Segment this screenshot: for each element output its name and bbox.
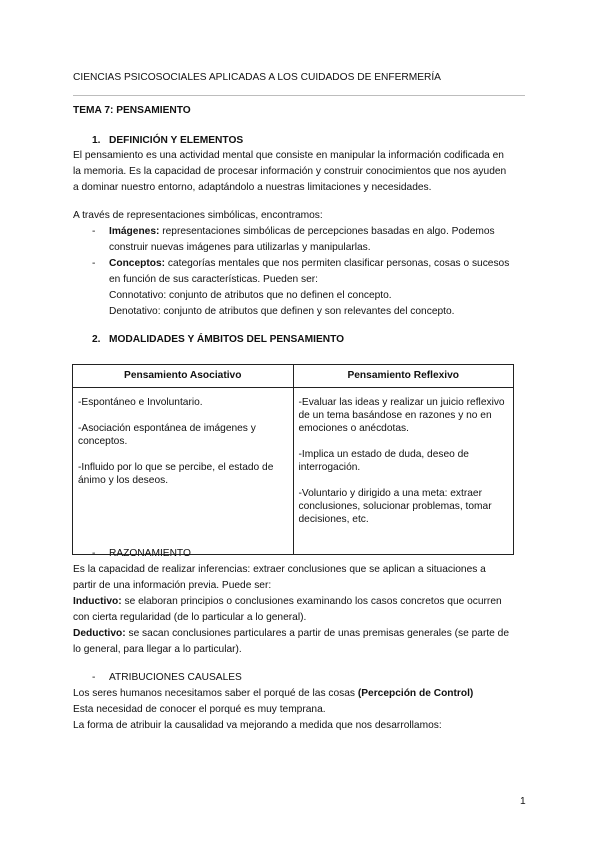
cell-item: -Asociación espontánea de imágenes y conceptos. [78,423,256,447]
header-rule [73,95,525,96]
deductivo-text: lo general, para llegar a lo particular). [73,644,242,655]
deductivo-term: Deductivo: [73,628,126,639]
section-2-title: MODALIDADES Y ÁMBITOS DEL PENSAMIENTO [109,334,345,345]
cell-item: -Implica un estado de duda, deseo de interrogación. [298,449,469,473]
cell-item: -Influido por lo que se percibe, el estado de ánimo y los deseos. [78,462,274,486]
cell-item: -Espontáneo e Involuntario. [78,397,203,408]
inductivo-term: Inductivo: [73,596,122,607]
bullet-text: construir nuevas imágenes para utilizarlas y manipularlas. [109,242,371,253]
subsection-dash: - [92,548,96,559]
bullet-term: Conceptos: [109,258,166,269]
table-header-row [73,365,514,388]
deductivo-text: se sacan conclusiones particulares a partir de unas premisas generales (se parte de [125,628,510,639]
atribuciones-title: ATRIBUCIONES CAUSALES [109,672,242,683]
percepcion-control: (Percepción de Control) [357,688,474,699]
section-1-number: 1. [92,135,101,146]
topic-title: TEMA 7: PENSAMIENTO [73,105,191,116]
table-header: Pensamiento Reflexivo [293,365,514,388]
thinking-modes-table [72,364,514,555]
bullet-text: Denotativo: conjunto de atributos que definen y son relevantes del concepto. [109,306,455,317]
section-1-para-line: a dominar nuestro entorno, adaptándolo a nuestras limitaciones y necesidades. [73,182,432,193]
bullet-text: en función de sus características. Pueden ser: [109,274,318,285]
cell-item: -Evaluar las ideas y realizar un juicio reflexivo de un tema basándose en razones y no en emociones o anécdotas. [298,397,505,434]
razonamiento-line: partir de una información previa. Puede ser: [73,580,272,591]
bullet-dash: - [92,258,96,269]
section-1-para-line: El pensamiento es una actividad mental que consiste en manipular la información codificada en [73,150,504,161]
table-cell-asociativo [73,388,294,555]
table-header: Pensamiento Asociativo [73,365,294,388]
atribuciones-line: Esta necesidad de conocer el porqué es muy temprana. [73,704,326,715]
inductivo-text: se elaboran principios o conclusiones examinando los casos concretos que ocurren [121,596,502,607]
cell-item: -Voluntario y dirigido a una meta: extraer conclusiones, solucionar problemas, tomar decisiones, etc. [298,488,492,525]
atribuciones-line: La forma de atribuir la causalidad va mejorando a medida que nos desarrollamos: [73,720,442,731]
bullet-term: Imágenes: [109,226,160,237]
section-1-para-line: la memoria. Es la capacidad de procesar información y construir conocimientos que nos ayuden [73,166,507,177]
bullet-dash: - [92,226,96,237]
deductivo-line [73,626,509,642]
atribuciones-line [73,686,473,702]
bullet-text: Connotativo: conjunto de atributos que no definen el concepto. [109,290,392,301]
course-title: CIENCIAS PSICOSOCIALES APLICADAS A LOS CUIDADOS DE ENFERMERÍA [73,72,441,83]
subsection-dash: - [92,672,96,683]
table-cell-reflexivo [293,388,514,555]
inductivo-text: con cierta regularidad (de lo particular a lo general). [73,612,307,623]
razonamiento-line: Es la capacidad de realizar inferencias: extraer conclusiones que se aplican a situaciones a [73,564,486,575]
representations-intro: A través de representaciones simbólicas, encontramos: [73,210,323,221]
inductivo-line [73,594,502,610]
page-number: 1 [520,796,526,807]
razonamiento-title: RAZONAMIENTO [109,548,191,559]
atribuciones-text: Los seres humanos necesitamos saber el porqué de las cosas [73,688,358,699]
bullet-text: categorías mentales que nos permiten clasificar personas, cosas o sucesos [165,258,510,269]
section-2-number: 2. [92,334,101,345]
section-1-title: DEFINICIÓN Y ELEMENTOS [109,135,244,146]
bullet-text: representaciones simbólicas de percepciones basadas en algo. Podemos [159,226,495,237]
bullet-conceptos [109,256,509,272]
table-row [73,388,514,555]
bullet-imagenes [109,224,495,240]
